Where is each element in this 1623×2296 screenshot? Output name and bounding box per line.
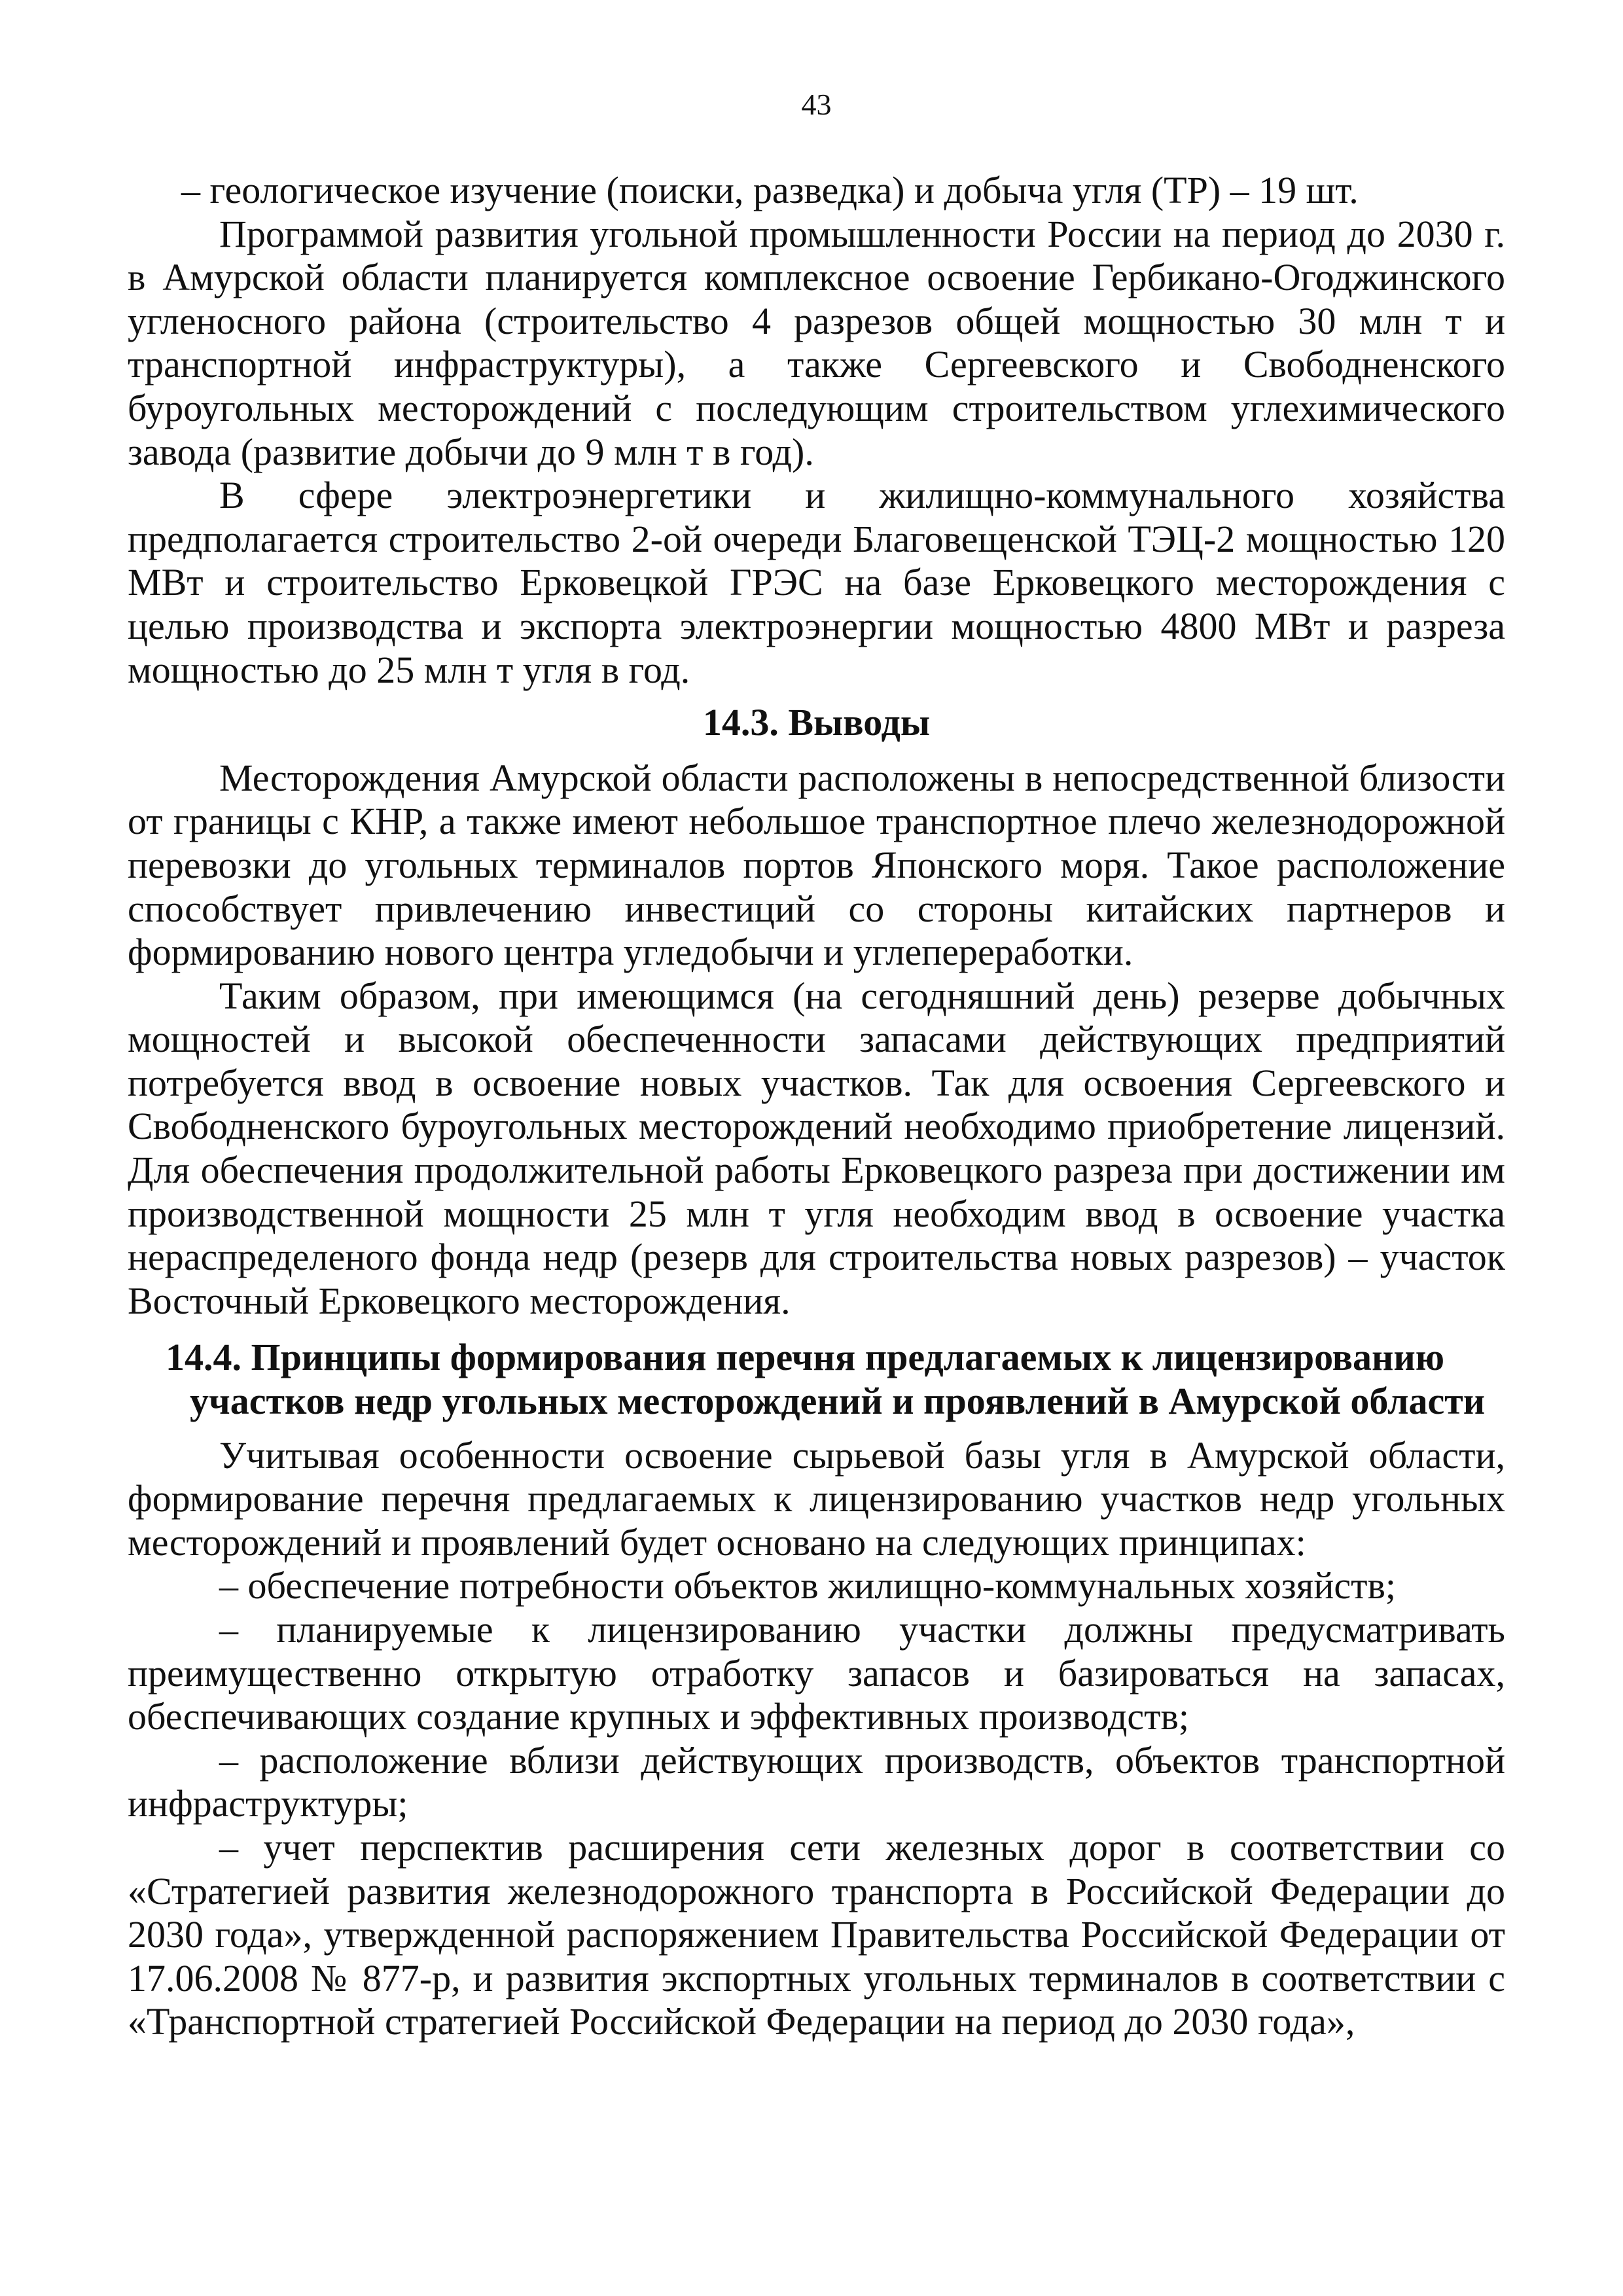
document-page: [128, 85, 1505, 2044]
section-heading-14-3: 14.3. Выводы: [702, 701, 931, 744]
paragraph-deposits-location: Месторождения Амурской области расположены в непосредственной близости от границы с КНР, а также имеют небольшое транспортное плечо железнодорожной перевозки до угольных терминалов портов Японского моря. Такое расположение способствует привлечению инвестиций со стороны китайских партнеров и формированию нового центра угледобычи и углепереработки.: [128, 756, 1505, 974]
paragraph-coal-program: Программой развития угольной промышленности России на период до 2030 г. в Амурской области планируется комплексное освоение Гербикано-Огоджинского угленосного района (строительство 4 разрезов общей мощностью 30 млн т и транспортной инфраструктуры), а также Сергеевского и Свободненского буроугольных месторождений с последующим строительством углехимического завода (развитие добычи до 9 млн т в год).: [128, 212, 1505, 473]
paragraph-energy-sector: В сфере электроэнергетики и жилищно-коммунального хозяйства предполагается строительство 2-ой очереди Благовещенской ТЭЦ-2 мощностью 120 МВт и строительство Ерковецкой ГРЭС на базе Ерковецкого месторождения с целью производства и экспорта электроэнергии мощностью 4800 МВт и разреза мощностью до 25 млн т угля в год.: [128, 474, 1505, 691]
list-item-housing-needs: – обеспечение потребности объектов жилищно-коммунальных хозяйств;: [219, 1564, 1396, 1607]
paragraph-principles-intro: Учитывая особенности освоение сырьевой базы угля в Амурской области, формирование перечня предлагаемых к лицензированию участков недр угольных месторождений и проявлений будет основано на следующих принципах:: [128, 1433, 1505, 1564]
section-heading-14-4: [128, 1336, 1505, 1423]
paragraph-geological-study: – геологическое изучение (поиски, разведка) и добыча угля (ТР) – 19 шт.: [181, 169, 1359, 211]
list-item-railway-strategy: – учет перспектив расширения сети железных дорог в соответствии со «Стратегией развития железнодорожного транспорта в Российской Федерации до 2030 года», утвержденной распоряжением Правительства Российской Федерации от 17.06.2008 № 877-р, и развития экспортных угольных терминалов в соответствии с «Транспортной стратегией Российской Федерации на период до 2030 года»,: [128, 1825, 1505, 2043]
section-heading-14-4-line1: 14.4. Принципы формирования перечня предлагаемых к лицензированию: [166, 1336, 1445, 1379]
list-item-open-pit-mining: – планируемые к лицензированию участки должны предусматривать преимущественно открытую отработку запасов и базироваться на запасах, обеспечивающих создание крупных и эффективных производств;: [128, 1608, 1505, 1738]
paragraph-conclusion: Таким образом, при имеющимся (на сегодняшний день) резерве добычных мощностей и высокой обеспеченности запасами действующих предприятий потребуется ввод в освоение новых участков. Так для освоения Сергеевского и Свободненского буроугольных месторождений необходимо приобретение лицензий. Для обеспечения продолжительной работы Ерковецкого разреза при достижении им производственной мощности 25 млн т угля необходим ввод в освоение участка нераспределеного фонда недр (резерв для строительства новых разрезов) – участок Восточный Ерковецкого месторождения.: [128, 974, 1505, 1322]
list-item-infrastructure-proximity: – расположение вблизи действующих производств, объектов транспортной инфраструктуры;: [128, 1738, 1505, 1825]
section-heading-14-4-line2: участков недр угольных месторождений и проявлений в Амурской области: [190, 1380, 1486, 1423]
page-number: 43: [801, 88, 832, 121]
